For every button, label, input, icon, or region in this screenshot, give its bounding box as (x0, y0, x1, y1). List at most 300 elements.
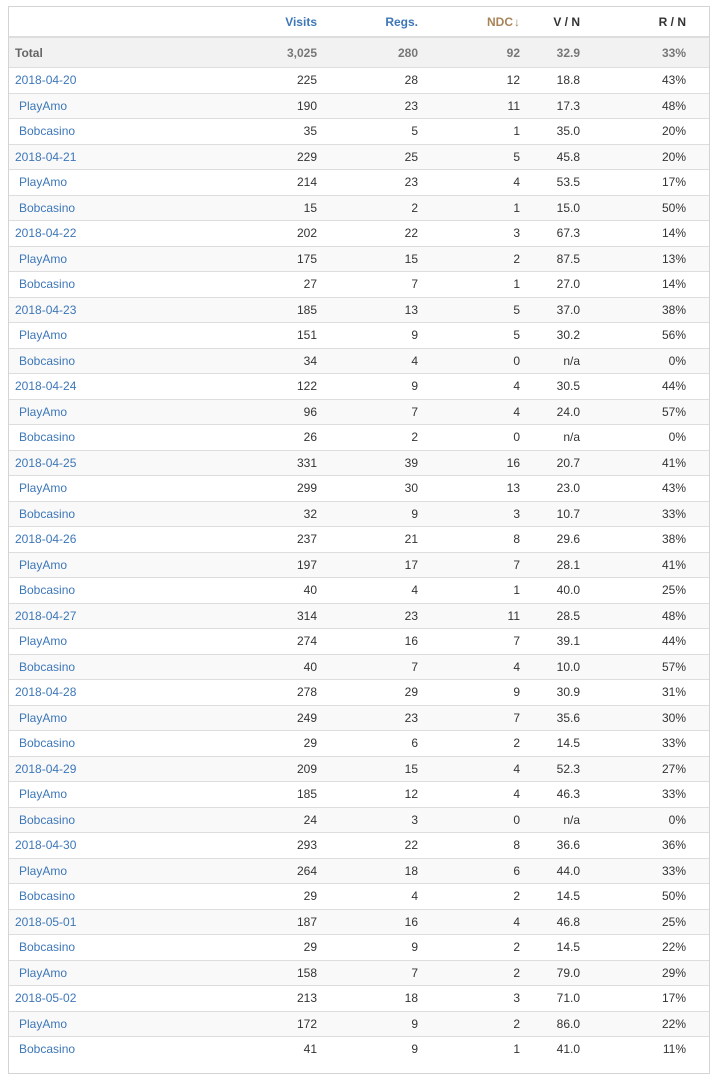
total-vn: 32.9 (522, 37, 590, 68)
brand-row (9, 705, 709, 731)
vn-cell: 24.0 (522, 399, 590, 425)
total-row (9, 37, 709, 68)
visits-cell: 299 (163, 476, 319, 502)
brand-row (9, 323, 709, 349)
rn-cell: 0% (590, 807, 709, 833)
total-regs: 280 (319, 37, 420, 68)
rn-cell: 36% (590, 833, 709, 859)
vn-cell: 15.0 (522, 195, 590, 221)
ndc-cell: 11 (420, 603, 522, 629)
rn-cell: 57% (590, 399, 709, 425)
regs-cell: 12 (319, 782, 420, 808)
table-header (9, 7, 709, 37)
row-label-cell (9, 731, 163, 757)
ndc-cell: 4 (420, 909, 522, 935)
rn-cell: 22% (590, 1011, 709, 1037)
brand-link[interactable]: Bobcasino (19, 353, 76, 368)
ndc-cell: 2 (420, 731, 522, 757)
regs-cell: 4 (319, 578, 420, 604)
row-label-cell (9, 782, 163, 808)
header-label-empty (9, 7, 163, 37)
row-label-cell (9, 272, 163, 298)
row-label-cell (9, 297, 163, 323)
brand-link[interactable]: PlayAmo (19, 965, 68, 980)
regs-cell: 29 (319, 680, 420, 706)
visits-cell: 237 (163, 527, 319, 553)
brand-link[interactable]: Bobcasino (19, 812, 76, 827)
visits-cell: 151 (163, 323, 319, 349)
visits-cell: 278 (163, 680, 319, 706)
visits-cell: 293 (163, 833, 319, 859)
ndc-cell: 0 (420, 425, 522, 451)
ndc-cell: 4 (420, 654, 522, 680)
ndc-cell: 4 (420, 756, 522, 782)
brand-link[interactable]: Bobcasino (19, 583, 76, 598)
visits-cell: 175 (163, 246, 319, 272)
date-link[interactable]: 2018-04-21 (15, 149, 77, 164)
visits-cell: 172 (163, 1011, 319, 1037)
rn-cell: 0% (590, 425, 709, 451)
total-visits: 3,025 (163, 37, 319, 68)
brand-link[interactable]: Bobcasino (19, 430, 76, 445)
brand-row (9, 170, 709, 196)
brand-row (9, 807, 709, 833)
brand-row (9, 578, 709, 604)
brand-link[interactable]: PlayAmo (19, 328, 68, 343)
brand-link[interactable]: PlayAmo (19, 175, 68, 190)
vn-cell: 45.8 (522, 144, 590, 170)
ndc-cell: 1 (420, 195, 522, 221)
row-label-cell (9, 884, 163, 910)
brand-row (9, 246, 709, 272)
vn-cell: 35.0 (522, 119, 590, 145)
visits-cell: 26 (163, 425, 319, 451)
visits-cell: 27 (163, 272, 319, 298)
header-ndc[interactable] (420, 7, 522, 37)
brand-link[interactable]: PlayAmo (19, 787, 68, 802)
header-visits[interactable]: Visits (163, 7, 319, 37)
table-body (9, 37, 709, 1062)
ndc-cell: 3 (420, 221, 522, 247)
date-row (9, 374, 709, 400)
date-link[interactable]: 2018-04-25 (15, 455, 77, 470)
visits-cell: 34 (163, 348, 319, 374)
date-link[interactable]: 2018-05-02 (15, 991, 77, 1006)
date-link[interactable]: 2018-05-01 (15, 914, 77, 929)
date-link[interactable]: 2018-04-24 (15, 379, 77, 394)
date-link[interactable]: 2018-04-27 (15, 608, 77, 623)
row-label-cell (9, 195, 163, 221)
vn-cell: 30.9 (522, 680, 590, 706)
brand-row (9, 858, 709, 884)
rn-cell: 33% (590, 782, 709, 808)
regs-cell: 9 (319, 935, 420, 961)
row-label-cell (9, 348, 163, 374)
brand-link[interactable]: PlayAmo (19, 634, 68, 649)
vn-cell: 14.5 (522, 884, 590, 910)
rn-cell: 41% (590, 552, 709, 578)
visits-cell: 122 (163, 374, 319, 400)
row-label-cell (9, 654, 163, 680)
brand-row (9, 1011, 709, 1037)
ndc-cell: 8 (420, 833, 522, 859)
date-row (9, 909, 709, 935)
brand-link[interactable]: PlayAmo (19, 863, 68, 878)
row-label-cell (9, 552, 163, 578)
row-label-cell (9, 527, 163, 553)
date-row (9, 833, 709, 859)
row-label-cell (9, 960, 163, 986)
visits-cell: 190 (163, 93, 319, 119)
vn-cell: 29.6 (522, 527, 590, 553)
ndc-cell: 16 (420, 450, 522, 476)
row-label-cell (9, 629, 163, 655)
brand-row (9, 731, 709, 757)
vn-cell: 30.5 (522, 374, 590, 400)
rn-cell: 14% (590, 272, 709, 298)
vn-cell: 71.0 (522, 986, 590, 1012)
rn-cell: 48% (590, 603, 709, 629)
row-label-cell (9, 93, 163, 119)
total-label: Total (9, 37, 163, 68)
ndc-cell: 4 (420, 374, 522, 400)
rn-cell: 56% (590, 323, 709, 349)
regs-cell: 7 (319, 960, 420, 986)
visits-cell: 15 (163, 195, 319, 221)
regs-cell: 28 (319, 68, 420, 94)
row-label-cell (9, 68, 163, 94)
visits-cell: 197 (163, 552, 319, 578)
ndc-cell: 11 (420, 93, 522, 119)
vn-cell: 41.0 (522, 1037, 590, 1062)
date-row (9, 756, 709, 782)
total-ndc: 92 (420, 37, 522, 68)
ndc-cell: 2 (420, 1011, 522, 1037)
brand-link[interactable]: PlayAmo (19, 481, 68, 496)
date-row (9, 144, 709, 170)
visits-cell: 41 (163, 1037, 319, 1062)
date-row (9, 450, 709, 476)
visits-cell: 29 (163, 731, 319, 757)
brand-link[interactable]: Bobcasino (19, 200, 76, 215)
row-label-cell (9, 1011, 163, 1037)
regs-cell: 5 (319, 119, 420, 145)
date-link[interactable]: 2018-04-20 (15, 73, 77, 88)
row-label-cell (9, 323, 163, 349)
ndc-cell: 2 (420, 246, 522, 272)
rn-cell: 38% (590, 527, 709, 553)
rn-cell: 50% (590, 195, 709, 221)
header-row (9, 7, 709, 37)
regs-cell: 9 (319, 1011, 420, 1037)
regs-cell: 18 (319, 858, 420, 884)
row-label-cell (9, 501, 163, 527)
vn-cell: 23.0 (522, 476, 590, 502)
vn-cell: 40.0 (522, 578, 590, 604)
vn-cell: 14.5 (522, 935, 590, 961)
vn-cell: n/a (522, 348, 590, 374)
regs-cell: 22 (319, 833, 420, 859)
regs-cell: 9 (319, 1037, 420, 1062)
brand-row (9, 654, 709, 680)
ndc-cell: 5 (420, 297, 522, 323)
rn-cell: 13% (590, 246, 709, 272)
rn-cell: 57% (590, 654, 709, 680)
rn-cell: 48% (590, 93, 709, 119)
row-label-cell (9, 1037, 163, 1062)
date-link[interactable]: 2018-04-29 (15, 761, 77, 776)
rn-cell: 30% (590, 705, 709, 731)
row-label-cell (9, 578, 163, 604)
date-row (9, 680, 709, 706)
vn-cell: 36.6 (522, 833, 590, 859)
visits-cell: 249 (163, 705, 319, 731)
date-link[interactable]: 2018-04-30 (15, 838, 77, 853)
vn-cell: 27.0 (522, 272, 590, 298)
visits-cell: 185 (163, 782, 319, 808)
rn-cell: 44% (590, 629, 709, 655)
vn-cell: 39.1 (522, 629, 590, 655)
date-row (9, 297, 709, 323)
ndc-cell: 7 (420, 629, 522, 655)
rn-cell: 43% (590, 68, 709, 94)
vn-cell: 10.0 (522, 654, 590, 680)
sort-down-arrow-icon: ↓ (514, 14, 520, 29)
row-label-cell (9, 425, 163, 451)
rn-cell: 41% (590, 450, 709, 476)
brand-link[interactable]: PlayAmo (19, 1016, 68, 1031)
row-label-cell (9, 833, 163, 859)
visits-cell: 314 (163, 603, 319, 629)
row-label-cell (9, 170, 163, 196)
regs-cell: 9 (319, 374, 420, 400)
regs-cell: 39 (319, 450, 420, 476)
visits-cell: 202 (163, 221, 319, 247)
vn-cell: 18.8 (522, 68, 590, 94)
ndc-cell: 6 (420, 858, 522, 884)
regs-cell: 23 (319, 603, 420, 629)
ndc-cell: 7 (420, 705, 522, 731)
rn-cell: 33% (590, 501, 709, 527)
brand-link[interactable]: PlayAmo (19, 251, 68, 266)
visits-cell: 185 (163, 297, 319, 323)
regs-cell: 2 (319, 425, 420, 451)
date-row (9, 986, 709, 1012)
regs-cell: 21 (319, 527, 420, 553)
regs-cell: 25 (319, 144, 420, 170)
row-label-cell (9, 909, 163, 935)
brand-row (9, 501, 709, 527)
vn-cell: n/a (522, 425, 590, 451)
date-row (9, 68, 709, 94)
total-rn: 33% (590, 37, 709, 68)
regs-cell: 7 (319, 399, 420, 425)
visits-cell: 24 (163, 807, 319, 833)
regs-cell: 16 (319, 629, 420, 655)
ndc-cell: 2 (420, 884, 522, 910)
vn-cell: 20.7 (522, 450, 590, 476)
visits-cell: 274 (163, 629, 319, 655)
brand-row (9, 272, 709, 298)
rn-cell: 17% (590, 986, 709, 1012)
vn-cell: 28.5 (522, 603, 590, 629)
visits-cell: 32 (163, 501, 319, 527)
date-link[interactable]: 2018-04-26 (15, 532, 77, 547)
rn-cell: 50% (590, 884, 709, 910)
regs-cell: 15 (319, 756, 420, 782)
ndc-cell: 2 (420, 935, 522, 961)
header-rn: R / N (590, 7, 709, 37)
regs-cell: 9 (319, 501, 420, 527)
brand-link[interactable]: PlayAmo (19, 710, 68, 725)
ndc-cell: 1 (420, 578, 522, 604)
date-link[interactable]: 2018-04-28 (15, 685, 77, 700)
vn-cell: 35.6 (522, 705, 590, 731)
rn-cell: 44% (590, 374, 709, 400)
rn-cell: 17% (590, 170, 709, 196)
rn-cell: 0% (590, 348, 709, 374)
regs-cell: 30 (319, 476, 420, 502)
regs-cell: 22 (319, 221, 420, 247)
regs-cell: 15 (319, 246, 420, 272)
regs-cell: 7 (319, 654, 420, 680)
regs-cell: 4 (319, 348, 420, 374)
row-label-cell (9, 374, 163, 400)
visits-cell: 209 (163, 756, 319, 782)
brand-row (9, 476, 709, 502)
rn-cell: 27% (590, 756, 709, 782)
vn-cell: 67.3 (522, 221, 590, 247)
row-label-cell (9, 399, 163, 425)
brand-row (9, 119, 709, 145)
vn-cell: 79.0 (522, 960, 590, 986)
row-label-cell (9, 476, 163, 502)
vn-cell: n/a (522, 807, 590, 833)
brand-link[interactable]: Bobcasino (19, 940, 76, 955)
regs-cell: 4 (319, 884, 420, 910)
rn-cell: 38% (590, 297, 709, 323)
brand-row (9, 348, 709, 374)
vn-cell: 10.7 (522, 501, 590, 527)
header-regs[interactable]: Regs. (319, 7, 420, 37)
brand-link[interactable]: Bobcasino (19, 889, 76, 904)
visits-cell: 40 (163, 578, 319, 604)
rn-cell: 11% (590, 1037, 709, 1062)
visits-cell: 158 (163, 960, 319, 986)
brand-link[interactable]: Bobcasino (19, 659, 76, 674)
vn-cell: 14.5 (522, 731, 590, 757)
ndc-cell: 5 (420, 144, 522, 170)
regs-cell: 23 (319, 93, 420, 119)
brand-row (9, 629, 709, 655)
row-label-cell (9, 246, 163, 272)
rn-cell: 14% (590, 221, 709, 247)
visits-cell: 29 (163, 935, 319, 961)
brand-row (9, 960, 709, 986)
visits-cell: 225 (163, 68, 319, 94)
date-row (9, 603, 709, 629)
rn-cell: 22% (590, 935, 709, 961)
stats-table-panel (8, 6, 710, 1074)
visits-cell: 214 (163, 170, 319, 196)
ndc-cell: 13 (420, 476, 522, 502)
ndc-cell: 5 (420, 323, 522, 349)
rn-cell: 20% (590, 144, 709, 170)
ndc-cell: 1 (420, 119, 522, 145)
brand-link[interactable]: Bobcasino (19, 277, 76, 292)
date-link[interactable]: 2018-04-23 (15, 302, 77, 317)
rn-cell: 25% (590, 578, 709, 604)
brand-link[interactable]: PlayAmo (19, 557, 68, 572)
brand-link[interactable]: Bobcasino (19, 1042, 76, 1057)
vn-cell: 52.3 (522, 756, 590, 782)
ndc-cell: 4 (420, 170, 522, 196)
row-label-cell (9, 450, 163, 476)
brand-row (9, 884, 709, 910)
brand-row (9, 93, 709, 119)
vn-cell: 46.3 (522, 782, 590, 808)
ndc-cell: 0 (420, 348, 522, 374)
regs-cell: 23 (319, 170, 420, 196)
visits-cell: 229 (163, 144, 319, 170)
brand-link[interactable]: Bobcasino (19, 736, 76, 751)
regs-cell: 9 (319, 323, 420, 349)
rn-cell: 33% (590, 858, 709, 884)
ndc-cell: 12 (420, 68, 522, 94)
ndc-cell: 1 (420, 1037, 522, 1062)
ndc-cell: 4 (420, 399, 522, 425)
row-label-cell (9, 144, 163, 170)
brand-link[interactable]: PlayAmo (19, 98, 68, 113)
header-vn: V / N (522, 7, 590, 37)
stats-table (9, 7, 709, 1062)
ndc-cell: 9 (420, 680, 522, 706)
brand-row (9, 935, 709, 961)
row-label-cell (9, 986, 163, 1012)
vn-cell: 44.0 (522, 858, 590, 884)
date-link[interactable]: 2018-04-22 (15, 226, 77, 241)
vn-cell: 17.3 (522, 93, 590, 119)
brand-row (9, 399, 709, 425)
visits-cell: 187 (163, 909, 319, 935)
ndc-cell: 1 (420, 272, 522, 298)
brand-row (9, 1037, 709, 1062)
ndc-cell: 0 (420, 807, 522, 833)
row-label-cell (9, 705, 163, 731)
vn-cell: 28.1 (522, 552, 590, 578)
rn-cell: 43% (590, 476, 709, 502)
regs-cell: 6 (319, 731, 420, 757)
brand-link[interactable]: PlayAmo (19, 404, 68, 419)
date-row (9, 527, 709, 553)
ndc-cell: 3 (420, 501, 522, 527)
rn-cell: 29% (590, 960, 709, 986)
regs-cell: 7 (319, 272, 420, 298)
brand-row (9, 782, 709, 808)
row-label-cell (9, 603, 163, 629)
brand-row (9, 425, 709, 451)
visits-cell: 213 (163, 986, 319, 1012)
rn-cell: 33% (590, 731, 709, 757)
visits-cell: 264 (163, 858, 319, 884)
row-label-cell (9, 858, 163, 884)
rn-cell: 25% (590, 909, 709, 935)
brand-link[interactable]: Bobcasino (19, 124, 76, 139)
brand-link[interactable]: Bobcasino (19, 506, 76, 521)
regs-cell: 3 (319, 807, 420, 833)
row-label-cell (9, 756, 163, 782)
regs-cell: 23 (319, 705, 420, 731)
